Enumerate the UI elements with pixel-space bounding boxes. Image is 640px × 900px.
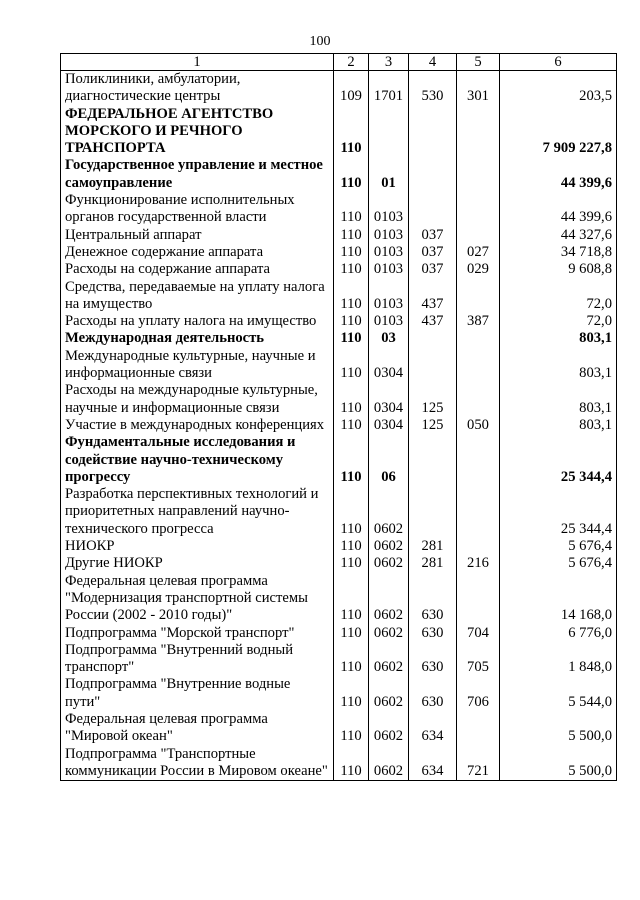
- row-name-cell: Международная деятельность: [61, 330, 334, 347]
- row-name-cell: Денежное содержание аппарата: [61, 244, 334, 261]
- row-target-cell: 530: [409, 71, 457, 106]
- row-target-cell: 630: [409, 676, 457, 711]
- row-section-cell: 1701: [369, 71, 409, 106]
- row-expense-type-cell: 704: [457, 625, 500, 642]
- row-section-cell: 0602: [369, 625, 409, 642]
- table-row: [61, 434, 617, 486]
- row-expense-type-cell: 706: [457, 676, 500, 711]
- row-expense-type-cell: [457, 486, 500, 538]
- row-section-cell: [369, 106, 409, 158]
- row-code-cell: 110: [334, 625, 369, 642]
- table-row: [61, 313, 617, 330]
- table-row: [61, 71, 617, 106]
- row-expense-type-cell: 050: [457, 417, 500, 434]
- row-name-cell: Федеральная целевая программа "Модернизация транспортной системы России (2002 - 2010 годы)": [61, 573, 334, 625]
- row-section-cell: 0103: [369, 261, 409, 278]
- row-amount-cell: 44 399,6: [500, 157, 617, 192]
- row-name-cell: Расходы на международные культурные, научные и информационные связи: [61, 382, 334, 417]
- row-name-cell: Центральный аппарат: [61, 227, 334, 244]
- row-expense-type-cell: [457, 279, 500, 314]
- row-name-cell: НИОКР: [61, 538, 334, 555]
- row-code-cell: 110: [334, 157, 369, 192]
- row-target-cell: 630: [409, 625, 457, 642]
- row-section-cell: 0602: [369, 555, 409, 572]
- table-row: [61, 486, 617, 538]
- column-header: 2: [334, 54, 369, 71]
- row-expense-type-cell: 387: [457, 313, 500, 330]
- row-expense-type-cell: [457, 192, 500, 227]
- row-target-cell: 125: [409, 417, 457, 434]
- row-expense-type-cell: [457, 227, 500, 244]
- row-section-cell: 0103: [369, 279, 409, 314]
- row-amount-cell: 803,1: [500, 348, 617, 383]
- row-section-cell: 0602: [369, 746, 409, 781]
- row-target-cell: 281: [409, 538, 457, 555]
- row-amount-cell: 803,1: [500, 382, 617, 417]
- table-row: [61, 157, 617, 192]
- row-amount-cell: 5 676,4: [500, 538, 617, 555]
- row-expense-type-cell: [457, 711, 500, 746]
- row-code-cell: 110: [334, 261, 369, 278]
- row-name-cell: ФЕДЕРАЛЬНОЕ АГЕНТСТВО МОРСКОГО И РЕЧНОГО ТРАНСПОРТА: [61, 106, 334, 158]
- table-row: [61, 192, 617, 227]
- table-header-row: [61, 54, 617, 71]
- row-expense-type-cell: [457, 348, 500, 383]
- row-target-cell: 437: [409, 313, 457, 330]
- row-code-cell: 110: [334, 486, 369, 538]
- row-amount-cell: 5 676,4: [500, 555, 617, 572]
- row-expense-type-cell: 721: [457, 746, 500, 781]
- row-code-cell: 110: [334, 244, 369, 261]
- row-code-cell: 110: [334, 279, 369, 314]
- table-row: [61, 106, 617, 158]
- table-row: [61, 382, 617, 417]
- row-name-cell: Расходы на уплату налога на имущество: [61, 313, 334, 330]
- table-row: [61, 746, 617, 781]
- row-amount-cell: 25 344,4: [500, 486, 617, 538]
- row-section-cell: 0103: [369, 313, 409, 330]
- row-target-cell: [409, 106, 457, 158]
- row-target-cell: 281: [409, 555, 457, 572]
- row-target-cell: 125: [409, 382, 457, 417]
- row-code-cell: 110: [334, 573, 369, 625]
- row-expense-type-cell: [457, 330, 500, 347]
- row-section-cell: 03: [369, 330, 409, 347]
- column-header: 5: [457, 54, 500, 71]
- row-amount-cell: 803,1: [500, 330, 617, 347]
- table-row: [61, 330, 617, 347]
- row-target-cell: 634: [409, 746, 457, 781]
- row-code-cell: 110: [334, 555, 369, 572]
- table-row: [61, 573, 617, 625]
- row-amount-cell: 44 399,6: [500, 192, 617, 227]
- row-name-cell: Подпрограмма "Внутренние водные пути": [61, 676, 334, 711]
- row-target-cell: 037: [409, 227, 457, 244]
- row-name-cell: Участие в международных конференциях: [61, 417, 334, 434]
- row-amount-cell: 1 848,0: [500, 642, 617, 677]
- row-section-cell: 0103: [369, 244, 409, 261]
- column-header: 6: [500, 54, 617, 71]
- row-expense-type-cell: [457, 157, 500, 192]
- row-section-cell: 0602: [369, 642, 409, 677]
- table-row: [61, 227, 617, 244]
- row-amount-cell: 25 344,4: [500, 434, 617, 486]
- row-expense-type-cell: 027: [457, 244, 500, 261]
- row-amount-cell: 72,0: [500, 279, 617, 314]
- row-expense-type-cell: 301: [457, 71, 500, 106]
- row-code-cell: 110: [334, 106, 369, 158]
- row-code-cell: 110: [334, 330, 369, 347]
- row-amount-cell: 72,0: [500, 313, 617, 330]
- row-target-cell: 630: [409, 573, 457, 625]
- row-name-cell: Фундаментальные исследования и содействие научно-техническому прогрессу: [61, 434, 334, 486]
- row-section-cell: 0304: [369, 348, 409, 383]
- row-code-cell: 110: [334, 417, 369, 434]
- row-amount-cell: 14 168,0: [500, 573, 617, 625]
- row-section-cell: 0304: [369, 382, 409, 417]
- row-code-cell: 110: [334, 227, 369, 244]
- row-code-cell: 110: [334, 711, 369, 746]
- row-expense-type-cell: 705: [457, 642, 500, 677]
- row-amount-cell: 7 909 227,8: [500, 106, 617, 158]
- row-amount-cell: 34 718,8: [500, 244, 617, 261]
- row-code-cell: 110: [334, 642, 369, 677]
- row-amount-cell: 44 327,6: [500, 227, 617, 244]
- table-row: [61, 538, 617, 555]
- row-amount-cell: 803,1: [500, 417, 617, 434]
- row-section-cell: 01: [369, 157, 409, 192]
- row-code-cell: 110: [334, 746, 369, 781]
- row-section-cell: 0602: [369, 573, 409, 625]
- table-body: [61, 71, 617, 781]
- row-target-cell: [409, 486, 457, 538]
- row-amount-cell: 5 500,0: [500, 711, 617, 746]
- table-row: [61, 279, 617, 314]
- table-row: [61, 417, 617, 434]
- row-name-cell: Международные культурные, научные и информационные связи: [61, 348, 334, 383]
- table-row: [61, 625, 617, 642]
- row-name-cell: Средства, передаваемые на уплату налога на имущество: [61, 279, 334, 314]
- table-row: [61, 642, 617, 677]
- row-target-cell: 037: [409, 244, 457, 261]
- row-expense-type-cell: 216: [457, 555, 500, 572]
- row-expense-type-cell: [457, 106, 500, 158]
- table-row: [61, 555, 617, 572]
- row-amount-cell: 5 544,0: [500, 676, 617, 711]
- row-amount-cell: 6 776,0: [500, 625, 617, 642]
- row-section-cell: 0103: [369, 192, 409, 227]
- table-row: [61, 261, 617, 278]
- row-target-cell: [409, 192, 457, 227]
- table-row: [61, 244, 617, 261]
- table-row: [61, 348, 617, 383]
- row-target-cell: 630: [409, 642, 457, 677]
- column-header: 4: [409, 54, 457, 71]
- row-name-cell: Федеральная целевая программа "Мировой океан": [61, 711, 334, 746]
- column-header: 3: [369, 54, 409, 71]
- row-section-cell: 0602: [369, 486, 409, 538]
- budget-table: [60, 53, 617, 781]
- row-section-cell: 06: [369, 434, 409, 486]
- row-code-cell: 110: [334, 348, 369, 383]
- row-section-cell: 0103: [369, 227, 409, 244]
- row-expense-type-cell: 029: [457, 261, 500, 278]
- row-section-cell: 0602: [369, 711, 409, 746]
- row-name-cell: Другие НИОКР: [61, 555, 334, 572]
- row-section-cell: 0602: [369, 676, 409, 711]
- row-target-cell: 634: [409, 711, 457, 746]
- row-section-cell: 0304: [369, 417, 409, 434]
- row-target-cell: [409, 330, 457, 347]
- row-expense-type-cell: [457, 382, 500, 417]
- page-number: 100: [309, 34, 331, 49]
- row-name-cell: Расходы на содержание аппарата: [61, 261, 334, 278]
- row-code-cell: 109: [334, 71, 369, 106]
- column-header: 1: [61, 54, 334, 71]
- row-code-cell: 110: [334, 382, 369, 417]
- row-code-cell: 110: [334, 538, 369, 555]
- row-expense-type-cell: [457, 538, 500, 555]
- row-code-cell: 110: [334, 434, 369, 486]
- row-name-cell: Государственное управление и местное самоуправление: [61, 157, 334, 192]
- row-amount-cell: 5 500,0: [500, 746, 617, 781]
- row-target-cell: 437: [409, 279, 457, 314]
- table-row: [61, 676, 617, 711]
- row-name-cell: Поликлиники, амбулатории, диагностические центры: [61, 71, 334, 106]
- row-target-cell: [409, 348, 457, 383]
- row-name-cell: Подпрограмма "Внутренний водный транспорт": [61, 642, 334, 677]
- row-target-cell: [409, 157, 457, 192]
- row-name-cell: Функционирование исполнительных органов государственной власти: [61, 192, 334, 227]
- row-target-cell: 037: [409, 261, 457, 278]
- row-name-cell: Подпрограмма "Морской транспорт": [61, 625, 334, 642]
- row-code-cell: 110: [334, 676, 369, 711]
- row-target-cell: [409, 434, 457, 486]
- row-expense-type-cell: [457, 573, 500, 625]
- row-amount-cell: 9 608,8: [500, 261, 617, 278]
- row-name-cell: Подпрограмма "Транспортные коммуникации России в Мировом океане": [61, 746, 334, 781]
- row-expense-type-cell: [457, 434, 500, 486]
- row-code-cell: 110: [334, 313, 369, 330]
- row-section-cell: 0602: [369, 538, 409, 555]
- table-row: [61, 711, 617, 746]
- row-amount-cell: 203,5: [500, 71, 617, 106]
- row-name-cell: Разработка перспективных технологий и приоритетных направлений научно-технического прогресса: [61, 486, 334, 538]
- row-code-cell: 110: [334, 192, 369, 227]
